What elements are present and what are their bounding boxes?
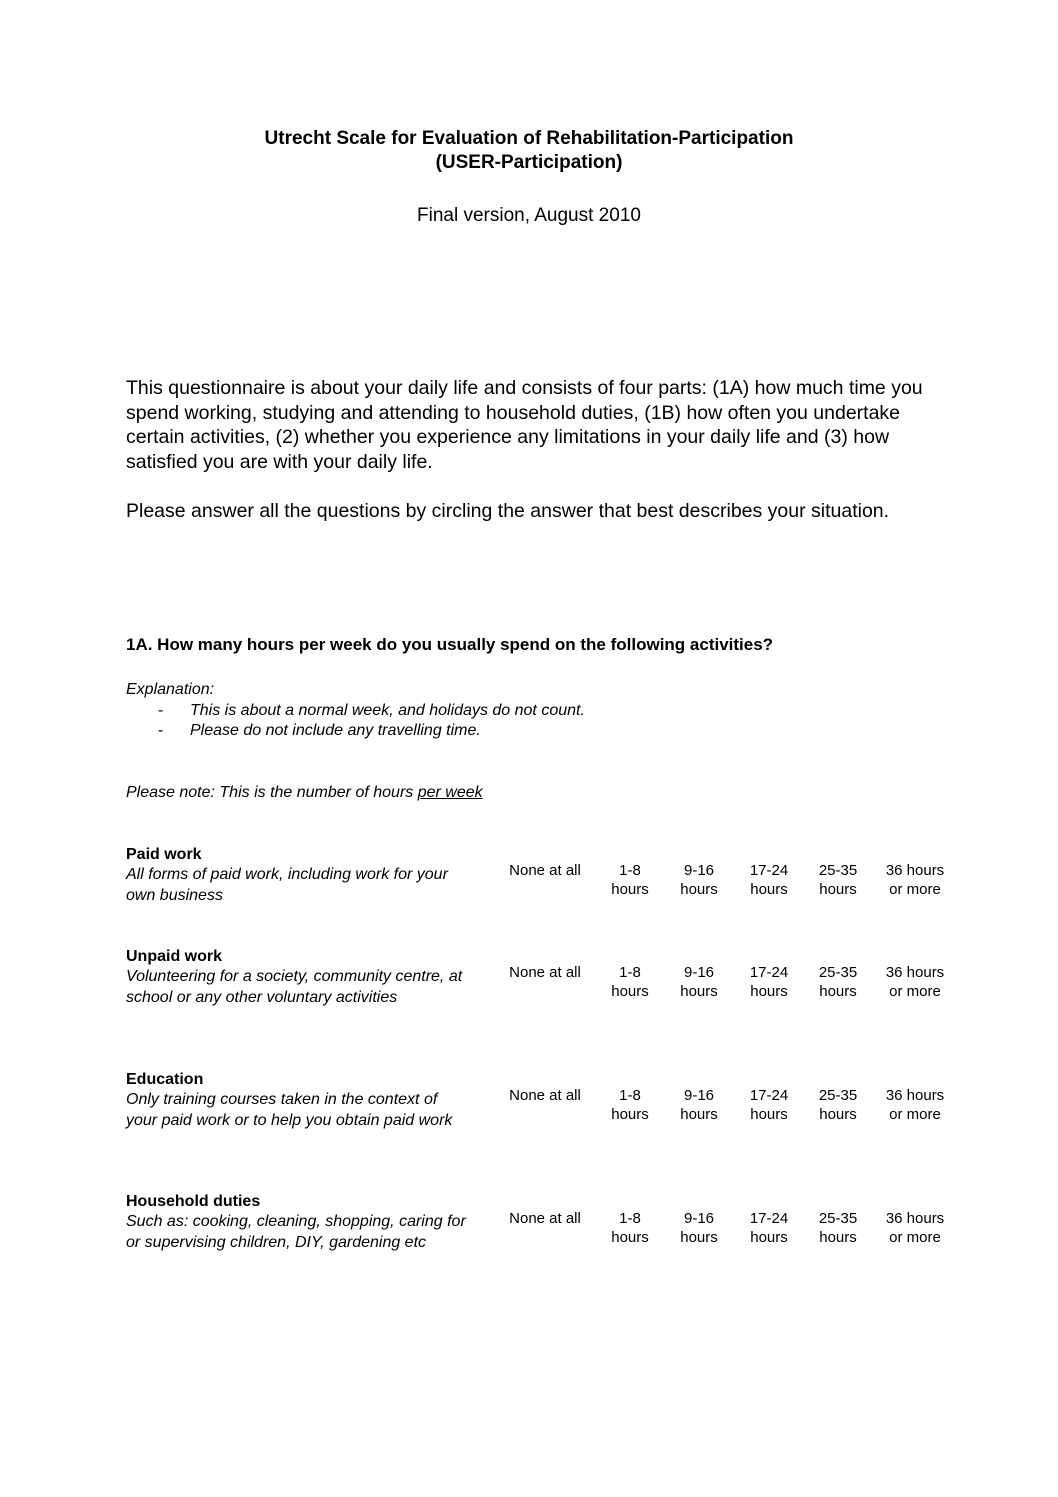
section-heading: 1A. How many hours per week do you usually spend on the following activities? [126, 635, 774, 654]
explanation-bullet: This is about a normal week, and holidays do not count. [190, 702, 585, 719]
option-25-35-hours[interactable]: 25-35 hours [818, 1087, 858, 1123]
bullet-dash: - [158, 722, 164, 739]
option-9-16-hours[interactable]: 9-16 hours [680, 1087, 718, 1123]
explanation-bullet: Please do not include any travelling time. [190, 722, 481, 739]
title-line-1: Utrecht Scale for Evaluation of Rehabilitation-Participation [264, 128, 794, 149]
option-none-at-all[interactable]: None at all [509, 1210, 581, 1227]
bullet-dash: - [158, 702, 164, 719]
intro-paragraph: This questionnaire is about your daily life and consists of four parts: (1A) how much time you spend working, studying and attending to household duties, (1B) how often you undertake certain activities, (2) whether you experience any limitations in your daily life and (3) how satisfied you are with your daily life. [126, 377, 923, 473]
option-25-35-hours[interactable]: 25-35 hours [818, 1210, 858, 1246]
option-1-8-hours[interactable]: 1-8 hours [611, 862, 649, 898]
activity-name: Paid work [126, 846, 202, 863]
option-9-16-hours[interactable]: 9-16 hours [680, 964, 718, 1000]
note-underlined-text: per week [417, 784, 483, 801]
title-line-2: (USER-Participation) [435, 152, 623, 173]
option-36-hours-or-more[interactable]: 36 hours or more [885, 1210, 945, 1246]
activity-description: Volunteering for a society, community centre, at school or any other voluntary activities [126, 968, 463, 1006]
activity-name: Education [126, 1071, 204, 1088]
option-36-hours-or-more[interactable]: 36 hours or more [885, 964, 945, 1000]
activity-name: Unpaid work [126, 948, 223, 965]
option-none-at-all[interactable]: None at all [509, 1087, 581, 1104]
option-25-35-hours[interactable]: 25-35 hours [818, 862, 858, 898]
option-17-24-hours[interactable]: 17-24 hours [749, 1210, 789, 1246]
option-none-at-all[interactable]: None at all [509, 964, 581, 981]
option-9-16-hours[interactable]: 9-16 hours [680, 862, 718, 898]
option-17-24-hours[interactable]: 17-24 hours [749, 862, 789, 898]
activity-unpaid-work [126, 946, 466, 1008]
activity-description: Such as: cooking, cleaning, shopping, caring for or supervising children, DIY, gardening etc [126, 1213, 466, 1251]
document-title [0, 127, 1058, 175]
option-9-16-hours[interactable]: 9-16 hours [680, 1210, 718, 1246]
option-36-hours-or-more[interactable]: 36 hours or more [885, 862, 945, 898]
option-36-hours-or-more[interactable]: 36 hours or more [885, 1087, 945, 1123]
option-25-35-hours[interactable]: 25-35 hours [818, 964, 858, 1000]
activity-name: Household duties [126, 1193, 261, 1210]
option-17-24-hours[interactable]: 17-24 hours [749, 1087, 789, 1123]
version-line: Final version, August 2010 [417, 205, 641, 226]
option-1-8-hours[interactable]: 1-8 hours [611, 964, 649, 1000]
activity-education [126, 1069, 466, 1131]
instruction-paragraph: Please answer all the questions by circling the answer that best describes your situation. [126, 500, 890, 522]
per-week-note [126, 783, 483, 803]
note-text: Please note: This is the number of hours [126, 784, 418, 801]
activity-description: Only training courses taken in the context of your paid work or to help you obtain paid work [126, 1091, 453, 1129]
explanation-label: Explanation: [126, 681, 215, 698]
activity-household-duties [126, 1191, 466, 1253]
activity-paid-work [126, 844, 466, 906]
option-17-24-hours[interactable]: 17-24 hours [749, 964, 789, 1000]
option-1-8-hours[interactable]: 1-8 hours [611, 1087, 649, 1123]
activity-description: All forms of paid work, including work for your own business [126, 866, 448, 904]
option-1-8-hours[interactable]: 1-8 hours [611, 1210, 649, 1246]
option-none-at-all[interactable]: None at all [509, 862, 581, 879]
